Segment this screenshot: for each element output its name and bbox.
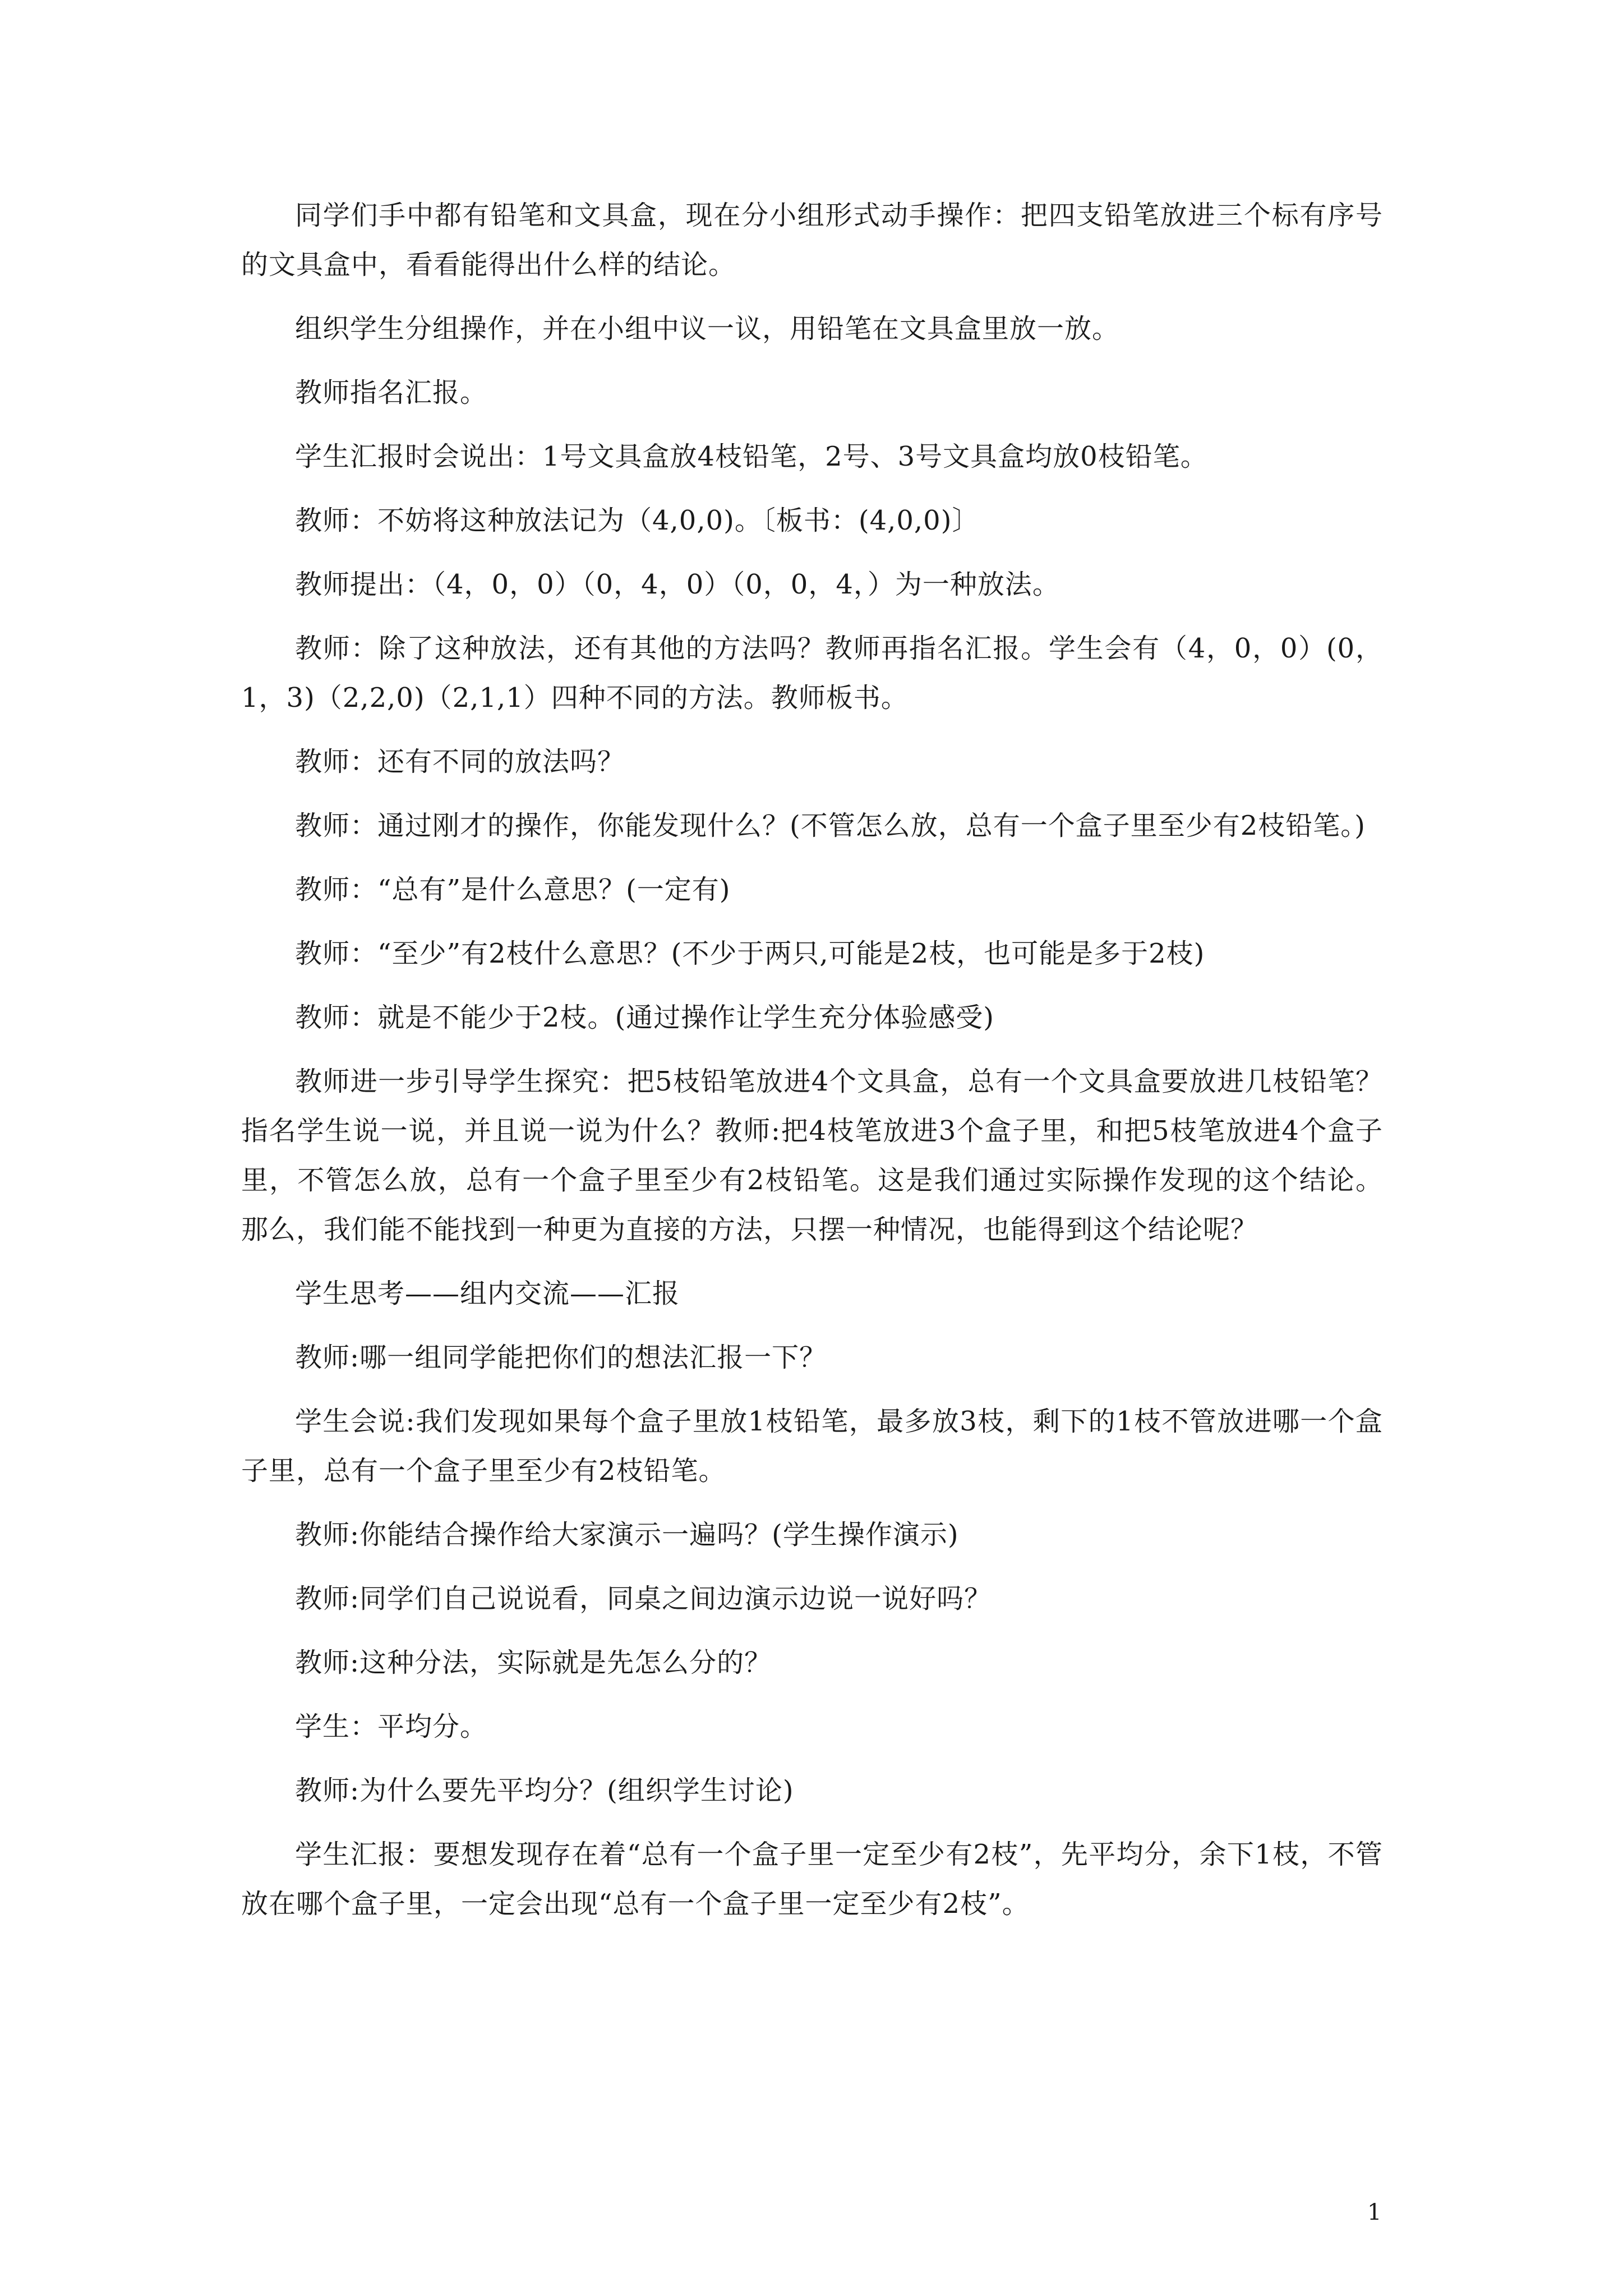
- document-body: [241, 191, 1383, 1943]
- paragraph: 教师：“至少”有2枝什么意思？(不少于两只,可能是2枝，也可能是多于2枝): [295, 938, 1205, 969]
- paragraph: 学生会说:我们发现如果每个盒子里放1枝铅笔，最多放3枝，剩下的1枝不管放进哪一个盒子里，总有一个盒子里至少有2枝铅笔。: [241, 1406, 1383, 1487]
- page-number: 1: [1367, 2200, 1382, 2225]
- paragraph: 学生思考——组内交流——汇报: [295, 1278, 680, 1309]
- paragraph: 教师:同学们自己说说看，同桌之间边演示边说一说好吗？: [295, 1583, 992, 1614]
- paragraph: 组织学生分组操作，并在小组中议一议，用铅笔在文具盒里放一放。: [295, 313, 1120, 344]
- paragraph: 学生：平均分。: [295, 1711, 488, 1742]
- paragraph: 学生汇报时会说出：1号文具盒放4枝铅笔，2号、3号文具盒均放0枝铅笔。: [295, 441, 1208, 472]
- paragraph: 教师：除了这种放法，还有其他的方法吗？教师再指名汇报。学生会有（4，0，0）(0，1，3)（2,2,0)（2,1,1）四种不同的方法。教师板书。: [241, 633, 1383, 714]
- paragraph: 教师指名汇报。: [295, 377, 488, 408]
- paragraph: 教师：就是不能少于2枝。(通过操作让学生充分体验感受): [295, 1002, 994, 1033]
- paragraph: 教师:哪一组同学能把你们的想法汇报一下？: [295, 1342, 827, 1373]
- paragraph: 教师:为什么要先平均分？(组织学生讨论): [295, 1775, 794, 1806]
- paragraph: 教师:你能结合操作给大家演示一遍吗？(学生操作演示): [295, 1519, 959, 1550]
- paragraph: 同学们手中都有铅笔和文具盒，现在分小组形式动手操作：把四支铅笔放进三个标有序号的文具盒中，看看能得出什么样的结论。: [241, 200, 1383, 280]
- paragraph: 教师：“总有”是什么意思？(一定有): [295, 874, 731, 905]
- paragraph: 教师提出：（4，0，0）（0，4，0）（0，0，4，）为一种放法。: [295, 569, 1060, 600]
- paragraph: 教师进一步引导学生探究：把5枝铅笔放进4个文具盒，总有一个文具盒要放进几枝铅笔？指名学生说一说，并且说一说为什么？教师:把4枝笔放进3个盒子里，和把5枝笔放进4个盒子里，不管怎么放，总有一个盒子里至少有2枝铅笔。这是我们通过实际操作发现的这个结论。那么，我们能不能找到一种更为直接的方法，只摆一种情况，也能得到这个结论呢？: [241, 1066, 1383, 1245]
- paragraph: 学生汇报：要想发现存在着“总有一个盒子里一定至少有2枝”，先平均分，余下1枝，不管放在哪个盒子里，一定会出现“总有一个盒子里一定至少有2枝”。: [241, 1839, 1383, 1920]
- paragraph: 教师:这种分法，实际就是先怎么分的？: [295, 1647, 772, 1678]
- paragraph: 教师：不妨将这种放法记为（4,0,0)。〔板书：(4,0,0)〕: [295, 505, 980, 536]
- paragraph: 教师：还有不同的放法吗？: [295, 746, 625, 777]
- paragraph: 教师：通过刚才的操作，你能发现什么？(不管怎么放，总有一个盒子里至少有2枝铅笔。): [295, 810, 1366, 841]
